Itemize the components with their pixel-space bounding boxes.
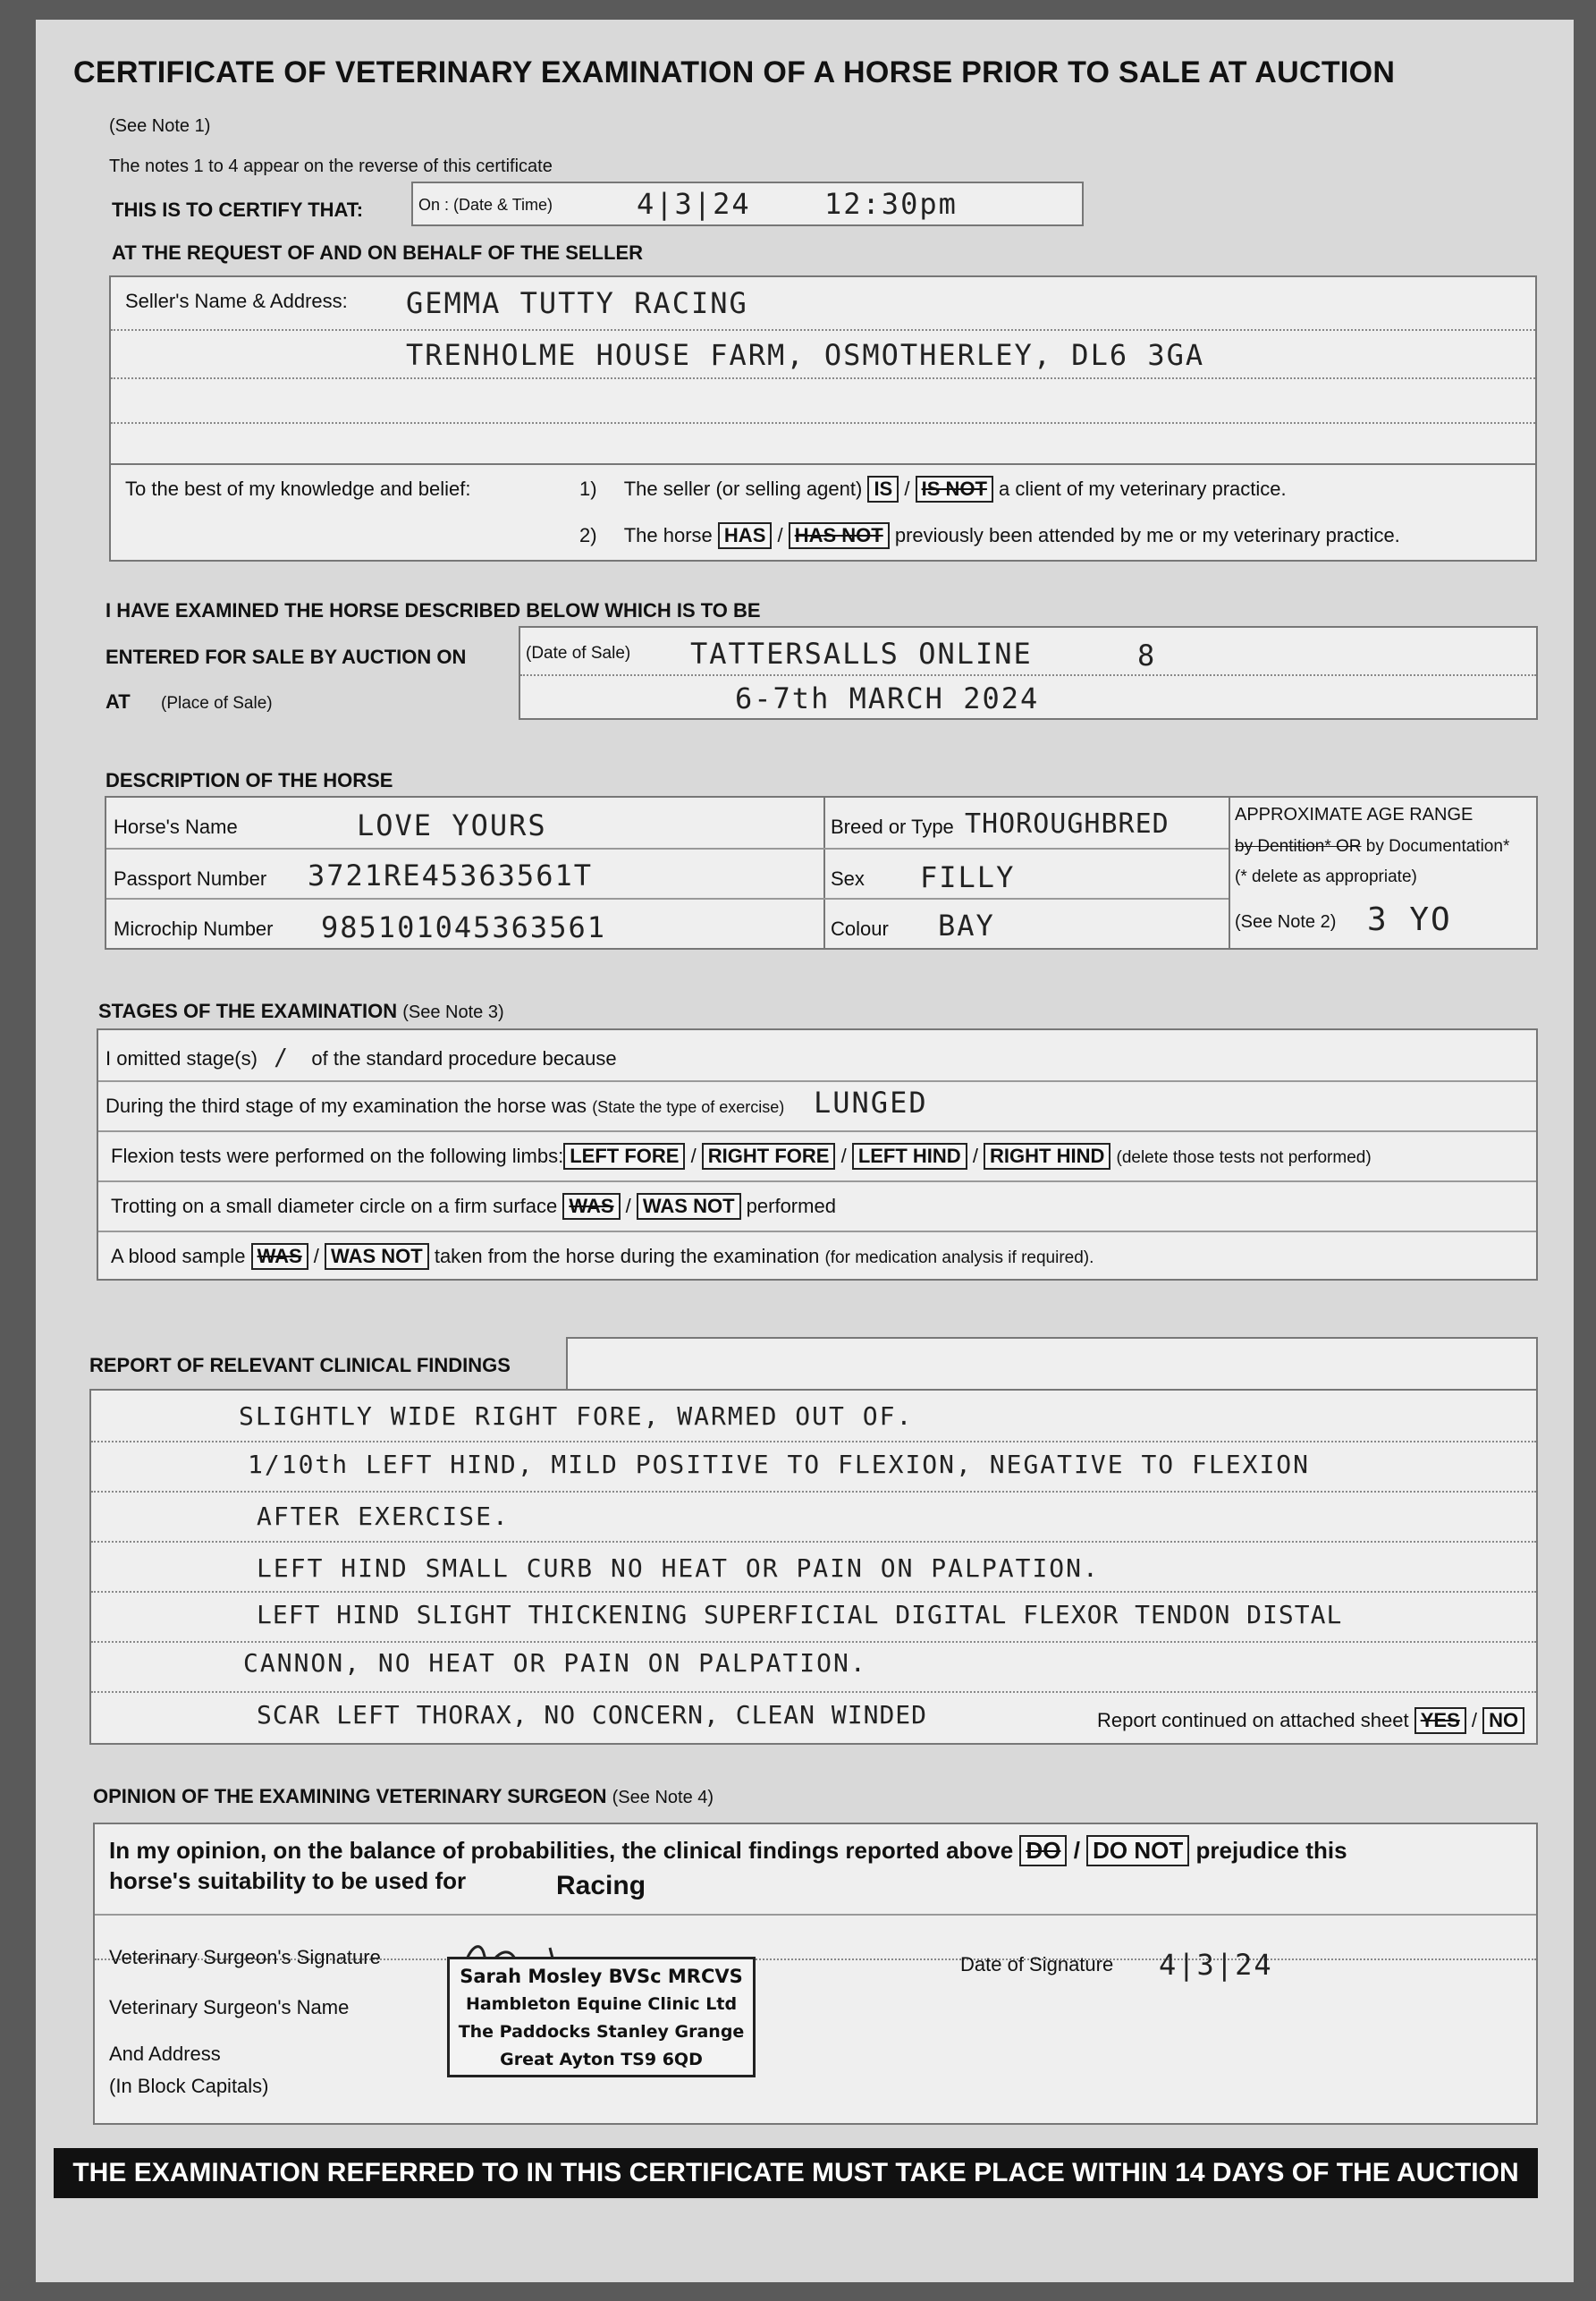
- report-box[interactable]: [89, 1389, 1538, 1745]
- seller-box: [109, 275, 1537, 562]
- age-by-documentation: by Documentation*: [1365, 837, 1510, 856]
- report-line-3: AFTER EXERCISE.: [257, 1502, 510, 1531]
- seller-is-not-option[interactable]: IS NOT: [916, 476, 993, 503]
- age-value: 3 YO: [1367, 901, 1452, 938]
- report-heading: REPORT OF RELEVANT CLINICAL FINDINGS: [89, 1354, 511, 1376]
- colour-label: Colour: [831, 918, 889, 940]
- signature-date: 4|3|24: [1159, 1948, 1273, 1982]
- stamp-line-2: Hambleton Equine Clinic Ltd: [465, 1994, 738, 2014]
- opinion-heading: OPINION OF THE EXAMINING VETERINARY SURGEON (See Note 4): [93, 1785, 714, 1807]
- on-date-label: On : (Date & Time): [418, 196, 553, 214]
- sale-box[interactable]: [519, 626, 1538, 720]
- seller-is-option[interactable]: IS: [867, 476, 899, 503]
- stamp-line-1: Sarah Mosley BVSc MRCVS: [460, 1966, 743, 1987]
- knowledge-item-2: 2) The horse HAS / HAS NOT previously been attended by me or my veterinary practice.: [579, 522, 1400, 549]
- report-header-box: [566, 1337, 1538, 1389]
- blood-row: A blood sample WAS / WAS NOT taken from the horse during the examination (for medication analysis if required).: [111, 1243, 1094, 1270]
- description-table: [105, 796, 1538, 950]
- continued-no-option[interactable]: NO: [1482, 1707, 1524, 1734]
- intended-use: Racing: [556, 1871, 646, 1900]
- blood-was-option[interactable]: WAS: [251, 1243, 308, 1270]
- flex-left-fore[interactable]: LEFT FORE: [563, 1143, 685, 1170]
- passport-label: Passport Number: [114, 867, 267, 890]
- place-of-sale-label: (Place of Sale): [161, 694, 273, 713]
- seller-label: Seller's Name & Address:: [125, 290, 348, 312]
- certificate-title: CERTIFICATE OF VETERINARY EXAMINATION OF A HORSE PRIOR TO SALE AT AUCTION: [73, 55, 1396, 89]
- entered-label: ENTERED FOR SALE BY AUCTION ON: [106, 646, 467, 668]
- request-line: AT THE REQUEST OF AND ON BEHALF OF THE SELLER: [112, 241, 643, 264]
- horse-has-not-option[interactable]: HAS NOT: [789, 522, 890, 549]
- age-see-note-2: (See Note 2): [1235, 912, 1337, 932]
- horse-name-label: Horse's Name: [114, 816, 238, 838]
- exam-time: 12:30pm: [824, 187, 958, 221]
- opinion-text: In my opinion, on the balance of probabilities, the clinical findings reported above DO / DO NOT prejudice this: [109, 1835, 1347, 1866]
- trot-was-option[interactable]: WAS: [562, 1193, 620, 1220]
- sale-extra: 8: [1137, 639, 1157, 673]
- stage-omitted-row: I omitted stage(s) / of the standard procedure because: [106, 1045, 617, 1071]
- flex-right-hind[interactable]: RIGHT HIND: [984, 1143, 1110, 1170]
- blood-was-not-option[interactable]: WAS NOT: [325, 1243, 429, 1270]
- horse-has-option[interactable]: HAS: [718, 522, 772, 549]
- stages-heading: STAGES OF THE EXAMINATION (See Note 3): [98, 1000, 504, 1022]
- trot-was-not-option[interactable]: WAS NOT: [637, 1193, 741, 1220]
- date-of-sale-label: (Date of Sale): [526, 644, 631, 663]
- age-delete-note: (* delete as appropriate): [1235, 867, 1417, 886]
- sale-date: 6-7th MARCH 2024: [735, 681, 1040, 715]
- knowledge-item-1: 1) The seller (or selling agent) IS / IS NOT a client of my veterinary practice.: [579, 476, 1287, 503]
- stage-third-row: During the third stage of my examination the horse was (State the type of exercise): [106, 1095, 785, 1117]
- flexion-row: Flexion tests were performed on the following limbs: LEFT FORE / RIGHT FORE / LEFT HIND / RIGHT HIND (delete those tests not performed): [111, 1143, 1372, 1170]
- surgeon-name-label: Veterinary Surgeon's Name: [109, 1996, 350, 2018]
- examined-line: I HAVE EXAMINED THE HORSE DESCRIBED BELOW WHICH IS TO BE: [106, 599, 761, 622]
- seller-address: TRENHOLME HOUSE FARM, OSMOTHERLEY, DL6 3GA: [406, 338, 1205, 372]
- sale-place: TATTERSALLS ONLINE: [690, 637, 1033, 671]
- footer-banner: THE EXAMINATION REFERRED TO IN THIS CERTIFICATE MUST TAKE PLACE WITHIN 14 DAYS OF THE AUCTION: [54, 2148, 1538, 2198]
- exercise-type: LUNGED: [814, 1086, 928, 1120]
- report-line-2: 1/10th LEFT HIND, MILD POSITIVE TO FLEXION, NEGATIVE TO FLEXION: [248, 1450, 1311, 1479]
- opinion-text-line2: horse's suitability to be used for: [109, 1867, 467, 1894]
- certify-label: THIS IS TO CERTIFY THAT:: [112, 199, 364, 221]
- age-by-dentition: by Dentition* OR: [1235, 837, 1362, 856]
- horse-name: LOVE YOURS: [357, 808, 547, 842]
- opinion-box: [93, 1823, 1538, 2125]
- continued-yes-option[interactable]: YES: [1414, 1707, 1466, 1734]
- stamp-line-3: The Paddocks Stanley Grange: [458, 2022, 745, 2042]
- breed-value: THOROUGHBRED: [965, 808, 1170, 840]
- seller-name: GEMMA TUTTY RACING: [406, 286, 748, 320]
- date-time-field[interactable]: [411, 182, 1084, 226]
- at-label: AT: [106, 690, 131, 713]
- report-line-1: SLIGHTLY WIDE RIGHT FORE, WARMED OUT OF.: [239, 1401, 914, 1431]
- colour-value: BAY: [938, 909, 995, 943]
- notes-line: The notes 1 to 4 appear on the reverse of this certificate: [109, 157, 553, 176]
- breed-label: Breed or Type: [831, 816, 954, 838]
- report-continued: Report continued on attached sheet YES / NO: [1097, 1707, 1524, 1734]
- microchip-number: 985101045363561: [321, 910, 606, 944]
- knowledge-label: To the best of my knowledge and belief:: [125, 478, 471, 500]
- report-line-4: LEFT HIND SMALL CURB NO HEAT OR PAIN ON PALPATION.: [257, 1553, 1100, 1583]
- see-note-1: (See Note 1): [109, 116, 211, 136]
- date-of-signature-label: Date of Signature: [960, 1953, 1114, 1975]
- passport-number: 3721RE45363561T: [308, 859, 593, 892]
- opinion-do-not-option[interactable]: DO NOT: [1086, 1835, 1189, 1866]
- sex-value: FILLY: [920, 860, 1016, 894]
- opinion-do-option[interactable]: DO: [1019, 1835, 1067, 1866]
- age-title: APPROXIMATE AGE RANGE: [1235, 805, 1474, 825]
- trotting-row: Trotting on a small diameter circle on a firm surface WAS / WAS NOT performed: [111, 1193, 836, 1220]
- report-line-5: LEFT HIND SLIGHT THICKENING SUPERFICIAL DIGITAL FLEXOR TENDON DISTAL: [257, 1600, 1343, 1629]
- description-heading: DESCRIPTION OF THE HORSE: [106, 769, 393, 791]
- sex-label: Sex: [831, 867, 865, 890]
- flex-left-hind[interactable]: LEFT HIND: [852, 1143, 967, 1170]
- stages-table: [97, 1028, 1538, 1281]
- exam-date: 4|3|24: [637, 187, 751, 221]
- stamp-line-4: Great Ayton TS9 6QD: [500, 2050, 703, 2069]
- report-line-6: CANNON, NO HEAT OR PAIN ON PALPATION.: [243, 1648, 867, 1678]
- address-label: And Address: [109, 2043, 221, 2065]
- signature-label: Veterinary Surgeon's Signature: [109, 1946, 381, 1968]
- block-capitals-label: (In Block Capitals): [109, 2075, 269, 2097]
- microchip-label: Microchip Number: [114, 918, 274, 940]
- surgeon-stamp: [447, 1957, 756, 2077]
- report-line-7: SCAR LEFT THORAX, NO CONCERN, CLEAN WINDED: [257, 1700, 928, 1730]
- flex-right-fore[interactable]: RIGHT FORE: [702, 1143, 836, 1170]
